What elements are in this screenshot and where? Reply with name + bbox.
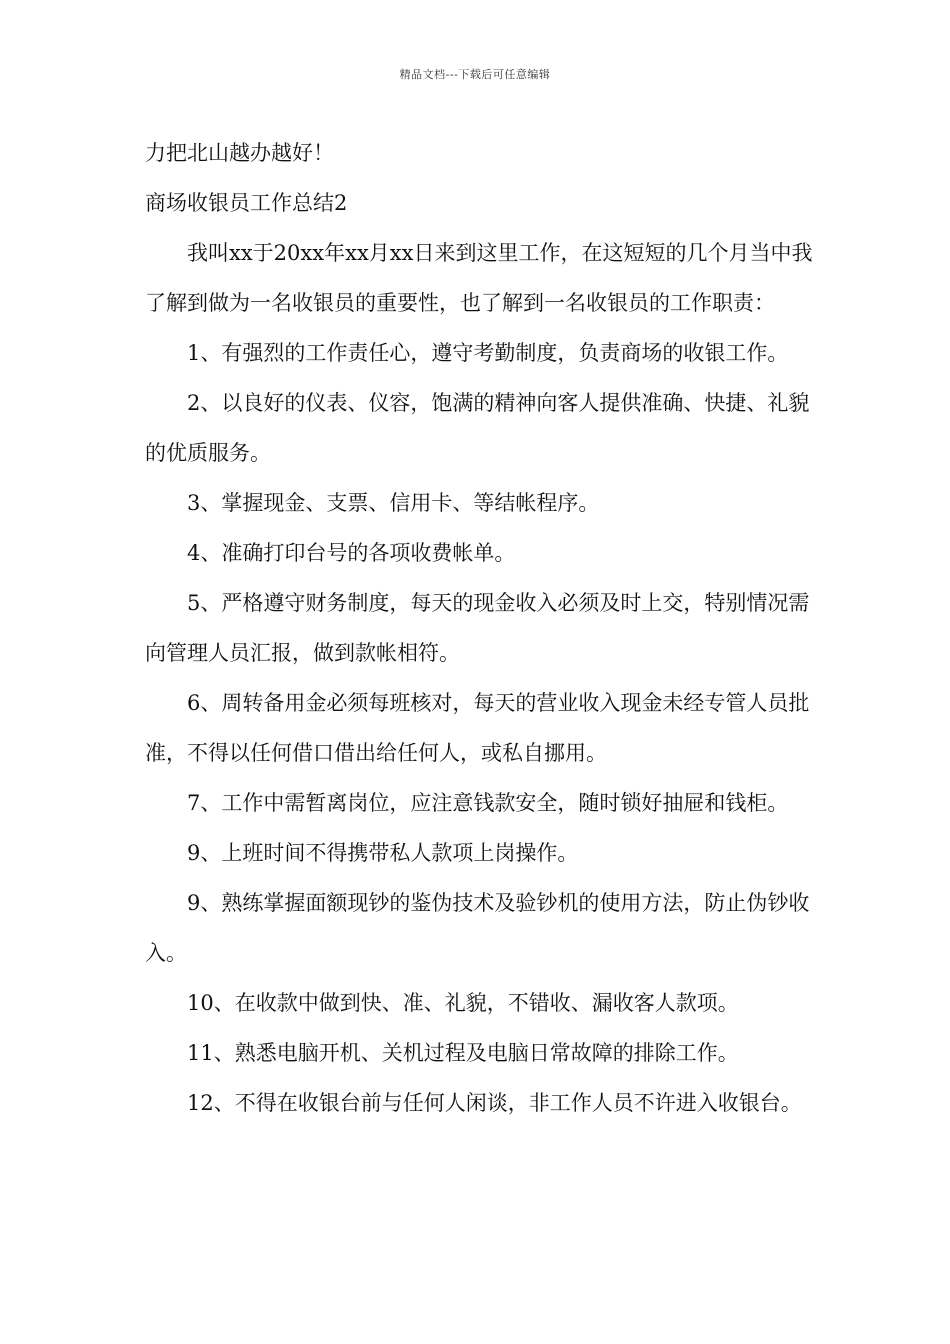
list-item-5: 5、严格遵守财务制度，每天的现金收入必须及时上交，特别情况需向管理人员汇报，做到款帐相符。 xyxy=(145,591,810,665)
list-item-9a: 9、上班时间不得携带私人款项上岗操作。 xyxy=(187,841,579,865)
paragraph-intro: 我叫xx于20xx年xx月xx日来到这里工作，在这短短的几个月当中我了解到做为一名收银员的重要性，也了解到一名收银员的工作职责： xyxy=(145,241,813,315)
list-item-2: 2、以良好的仪表、仪容，饱满的精神向客人提供准确、快捷、礼貌的优质服务。 xyxy=(145,391,810,465)
list-item-9b: 9、熟练掌握面额现钞的鉴伪技术及验钞机的使用方法，防止伪钞收入。 xyxy=(145,891,810,965)
list-item-1: 1、有强烈的工作责任心，遵守考勤制度，负责商场的收银工作。 xyxy=(187,341,789,365)
list-item-10: 10、在收款中做到快、准、礼貌，不错收、漏收客人款项。 xyxy=(187,991,739,1015)
list-item-12: 12、不得在收银台前与任何人闲谈，非工作人员不许进入收银台。 xyxy=(187,1091,802,1115)
paragraph-closing-line: 力把北山越办越好！ xyxy=(145,141,334,165)
document-body xyxy=(145,128,815,1128)
list-item-3: 3、掌握现金、支票、信用卡、等结帐程序。 xyxy=(187,491,600,515)
list-item-11: 11、熟悉电脑开机、关机过程及电脑日常故障的排除工作。 xyxy=(187,1041,739,1065)
section-title: 商场收银员工作总结2 xyxy=(145,191,348,215)
page-header: 精品文档---下载后可任意编辑 xyxy=(399,68,551,81)
list-item-6: 6、周转备用金必须每班核对，每天的营业收入现金未经专管人员批准，不得以任何借口借出给任何人，或私自挪用。 xyxy=(145,691,810,765)
list-item-4: 4、准确打印台号的各项收费帐单。 xyxy=(187,541,516,565)
list-item-7: 7、工作中需暂离岗位，应注意钱款安全，随时锁好抽屉和钱柜。 xyxy=(187,791,789,815)
